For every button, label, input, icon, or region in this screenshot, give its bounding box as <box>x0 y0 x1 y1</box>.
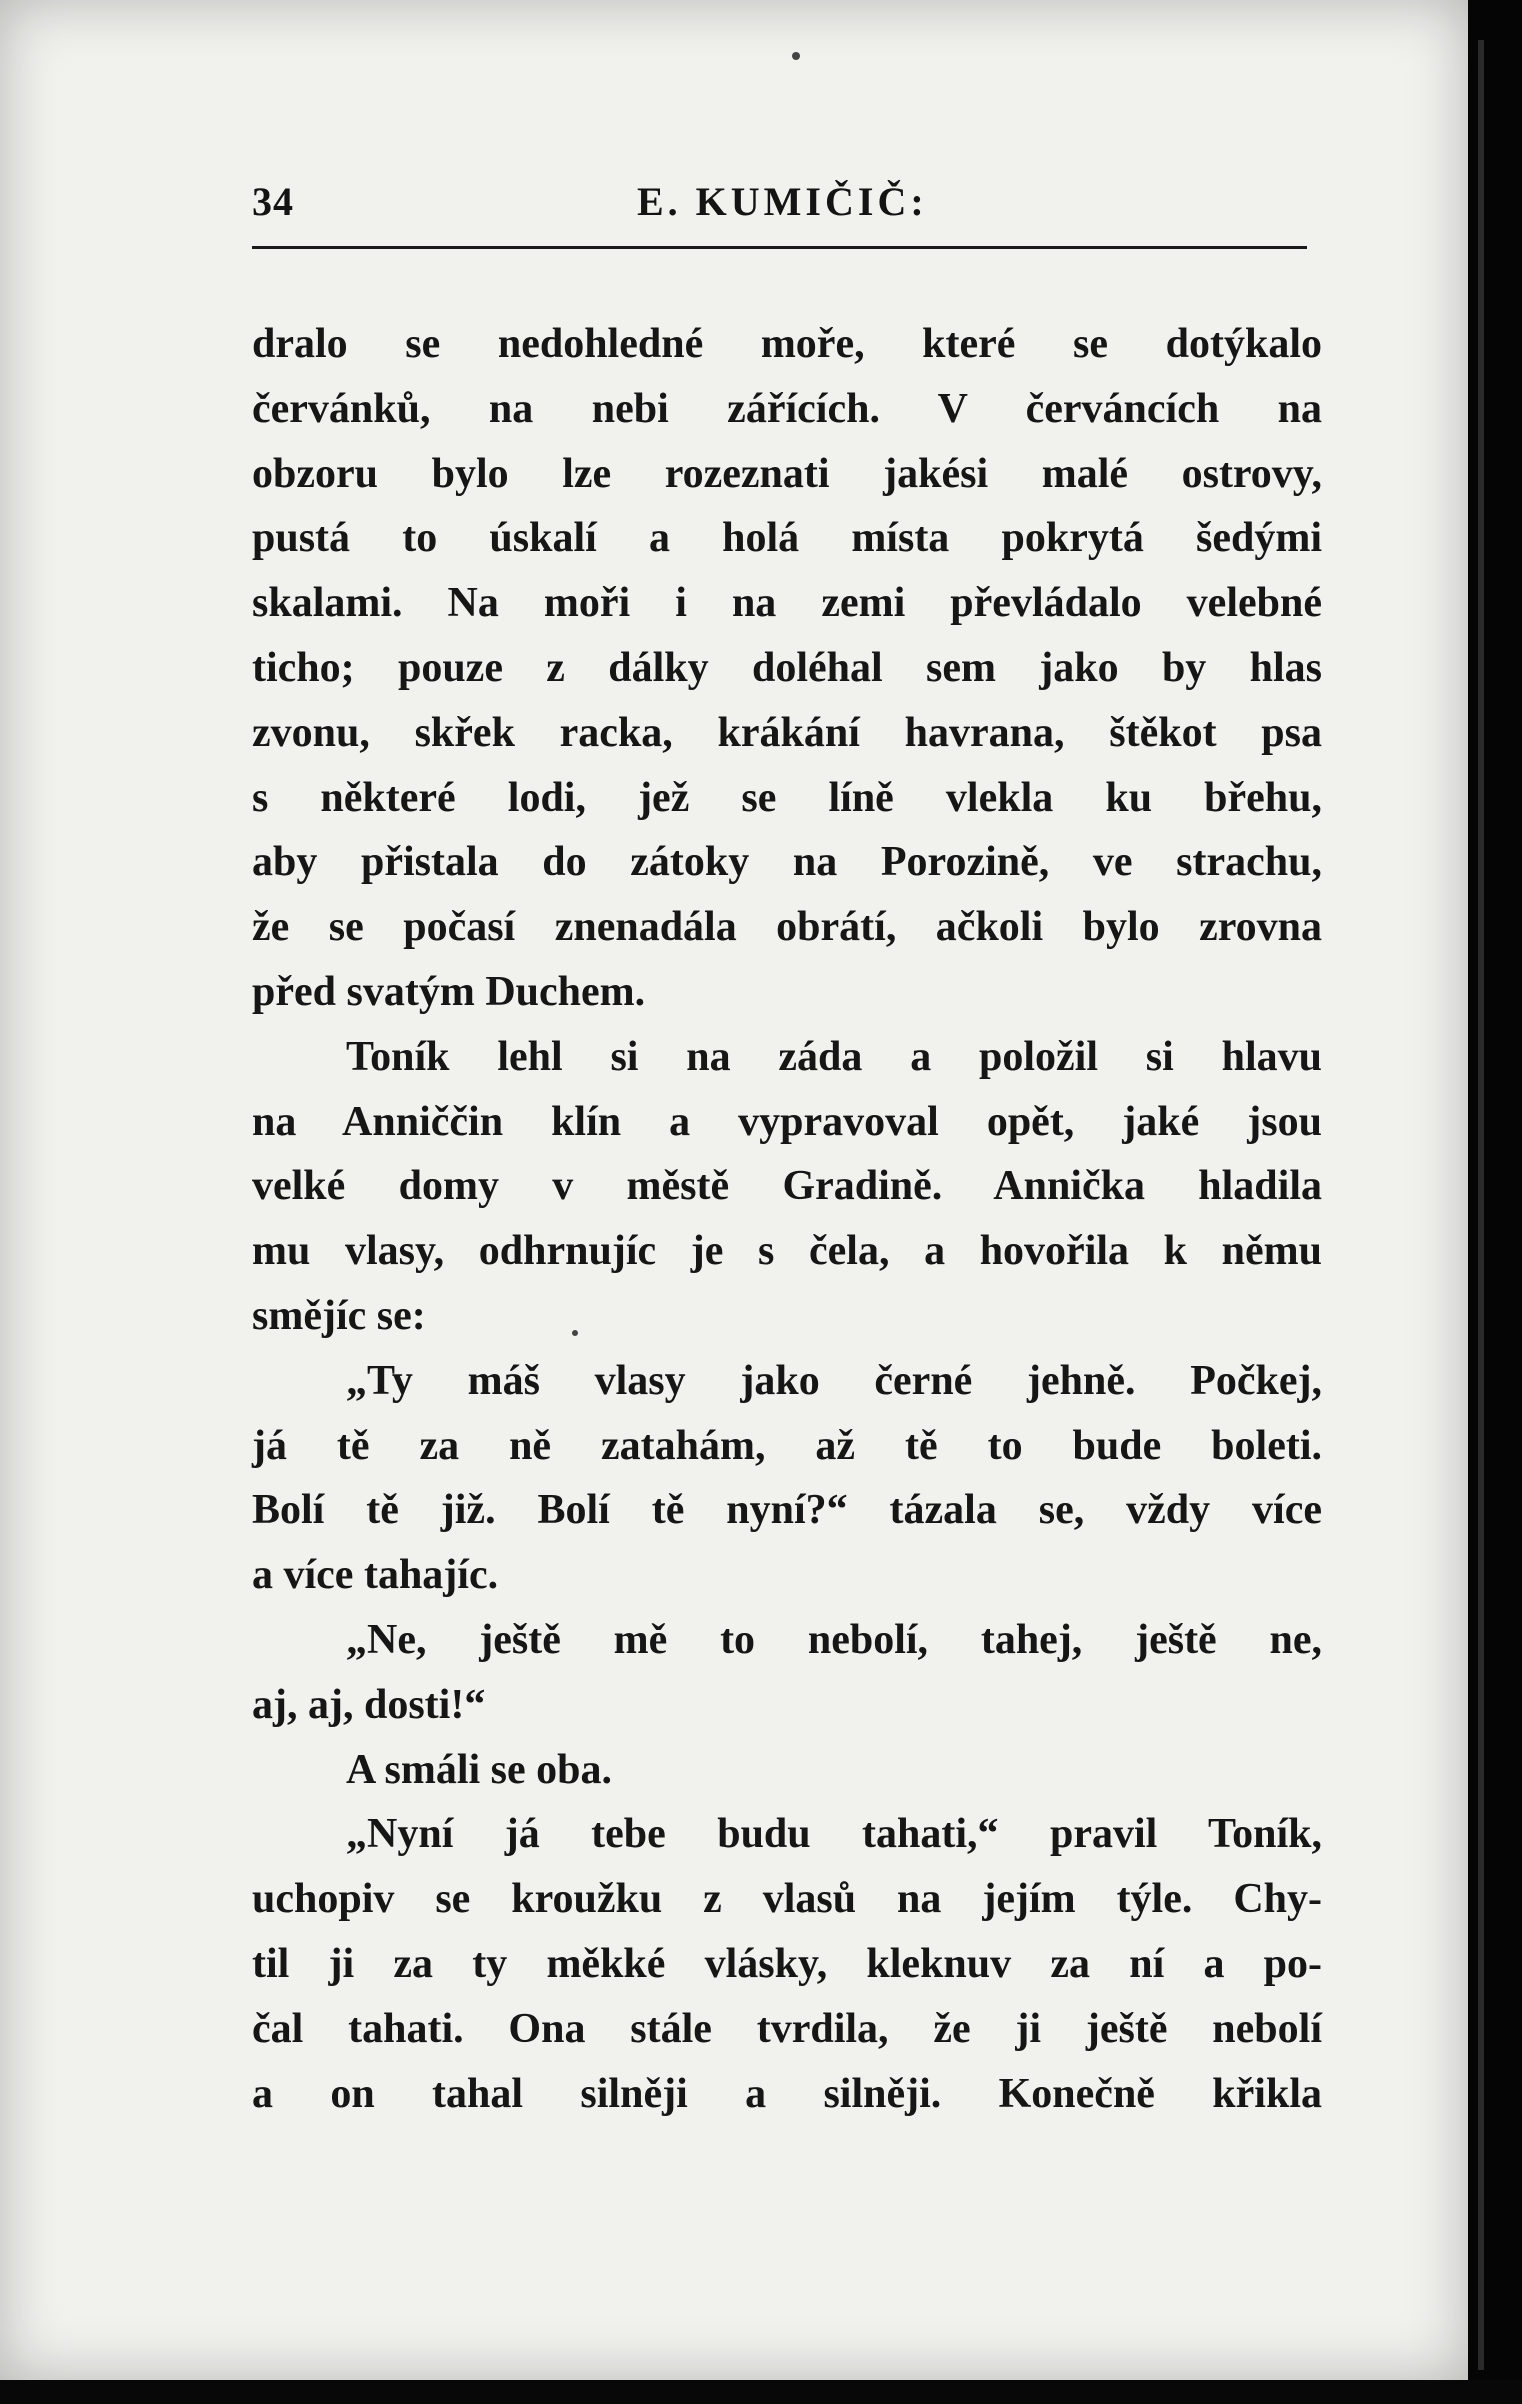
text-line: skalami. Na moři i na zemi převládalo velebné <box>252 580 1322 627</box>
page-edge-bottom <box>0 2380 1522 2404</box>
text-line: dralo se nedohledné moře, které se dotýkalo <box>252 321 1322 367</box>
page-edge-right <box>1468 0 1522 2404</box>
text-line: před svatým Duchem. <box>252 968 646 1015</box>
text-line: zvonu, skřek racka, krákání havrana, štěkot psa <box>252 709 1322 756</box>
text-line: čal tahati. Ona stále tvrdila, že ji ještě nebolí <box>252 2005 1322 2052</box>
text-line: „Ne, ještě mě to nebolí, tahej, ještě ne, <box>346 1616 1322 1663</box>
text-line: já tě za ně zatahám, až tě to bude boleti. <box>252 1422 1322 1469</box>
running-head: E. KUMIČIČ: <box>637 179 928 224</box>
text-line: til ji za ty měkké vlásky, kleknuv za ní a po- <box>252 1940 1322 1987</box>
text-line: a on tahal silněji a silněji. Konečně křikla <box>252 2070 1322 2117</box>
header-rule <box>252 246 1307 249</box>
text-line: na Anniččin klín a vypravoval opět, jaké jsou <box>252 1098 1322 1145</box>
text-line: pustá to úskalí a holá místa pokrytá šedými <box>252 515 1322 562</box>
print-speck <box>792 52 800 60</box>
text-line: že se počasí znenadála obrátí, ačkoli bylo zrovna <box>252 904 1322 951</box>
text-line: s některé lodi, jež se líně vlekla ku břehu, <box>252 774 1322 821</box>
page-edge-strip <box>1478 40 1484 2370</box>
text-line: Toník lehl si na záda a položil si hlavu <box>346 1033 1322 1080</box>
page-number: 34 <box>252 179 294 224</box>
text-line: uchopiv se kroužku z vlasů na jejím týle. Chy- <box>252 1876 1322 1923</box>
body-text <box>252 312 1322 2126</box>
text-line: „Ty máš vlasy jako černé jehně. Počkej, <box>346 1357 1322 1404</box>
text-line: Bolí tě již. Bolí tě nyní?“ tázala se, vždy více <box>252 1487 1322 1534</box>
text-line: aj, aj, dosti!“ <box>252 1681 486 1728</box>
text-line: obzoru bylo lze rozeznati jakési malé ostrovy, <box>252 450 1322 497</box>
text-line: červánků, na nebi zářících. V červáncích na <box>252 385 1322 432</box>
print-speck <box>572 1330 578 1336</box>
text-line: aby přistala do zátoky na Porozině, ve strachu, <box>252 839 1322 886</box>
text-line: a více tahajíc. <box>252 1552 499 1599</box>
text-line: ticho; pouze z dálky doléhal sem jako by hlas <box>252 644 1322 691</box>
text-line: smějíc se: <box>252 1292 426 1339</box>
text-line: „Nyní já tebe budu tahati,“ pravil Toník, <box>346 1811 1322 1858</box>
text-line: mu vlasy, odhrnujíc je s čela, a hovořila k němu <box>252 1228 1322 1275</box>
text-line: A smáli se oba. <box>346 1746 613 1793</box>
text-line: velké domy v městě Gradině. Annička hladila <box>252 1163 1322 1210</box>
page-header <box>252 178 1307 234</box>
